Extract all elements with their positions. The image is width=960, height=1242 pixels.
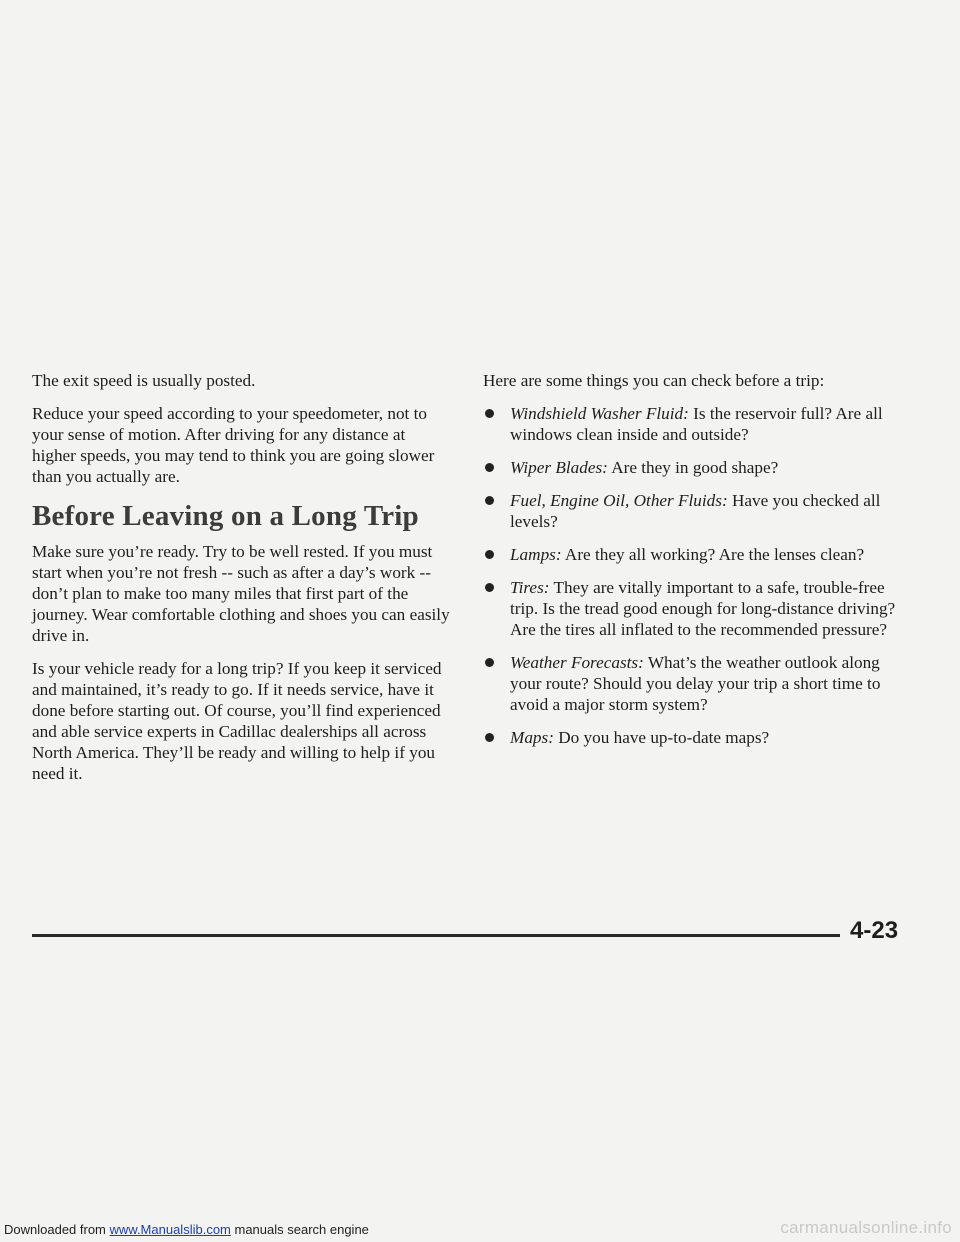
manualslib-link[interactable]: www.Manualslib.com [109, 1222, 231, 1237]
download-footer [4, 1222, 369, 1237]
bullet-icon [485, 550, 494, 559]
checklist-item-fluids [483, 490, 913, 532]
be-ready-paragraph: Make sure you’re ready. Try to be well rested. If you must start when you’re not fresh -- such as after a day’s work -- don’t plan to make too many miles that first part of the journey. Wear comfortable clothing and shoes you can easily drive in. [32, 542, 450, 645]
section-heading: Before Leaving on a Long Trip [32, 500, 419, 532]
item-text: Are they in good shape? [607, 458, 779, 477]
item-term: Tires: [510, 578, 550, 597]
page-divider [32, 934, 840, 937]
checklist [483, 403, 913, 748]
item-text: Do you have up-to-date maps? [553, 728, 770, 747]
footer-suffix: manuals search engine [230, 1222, 369, 1237]
checklist-item-weather [483, 652, 913, 715]
checklist-item-washer-fluid [483, 403, 913, 445]
exit-speed-paragraph: The exit speed is usually posted. [32, 371, 256, 390]
right-column [483, 370, 913, 760]
bullet-icon [485, 463, 494, 472]
checklist-item-wiper-blades [483, 457, 913, 478]
item-term: Fuel, Engine Oil, Other Fluids: [510, 491, 728, 510]
checklist-intro: Here are some things you can check before a trip: [483, 371, 825, 390]
checklist-item-tires [483, 577, 913, 640]
item-text: Have you checked all levels? [510, 491, 881, 531]
bullet-icon [485, 658, 494, 667]
checklist-item-lamps [483, 544, 913, 565]
item-term: Wiper Blades: [510, 458, 608, 477]
item-term: Maps: [510, 728, 554, 747]
vehicle-ready-paragraph: Is your vehicle ready for a long trip? If you keep it serviced and maintained, it’s ready to go. If it needs service, have it done before starting out. Of course, you’ll find experienced and able service experts in Cadillac dealerships all across North America. They’ll be ready and willing to help if you need it. [32, 659, 442, 783]
checklist-item-maps [483, 727, 913, 748]
footer-prefix: Downloaded from [4, 1222, 110, 1237]
bullet-icon [485, 583, 494, 592]
bullet-icon [485, 496, 494, 505]
bullet-icon [485, 409, 494, 418]
page-number: 4-23 [850, 917, 899, 944]
item-text: They are vitally important to a safe, trouble-free trip. Is the tread good enough for long-distance driving? Are the tires all inflated to the recommended pressure? [510, 578, 896, 639]
item-text: Is the reservoir full? Are all windows clean inside and outside? [510, 404, 883, 444]
item-text: Are they all working? Are the lenses clean? [561, 545, 865, 564]
item-term: Lamps: [510, 545, 562, 564]
item-term: Windshield Washer Fluid: [510, 404, 689, 423]
item-text: What’s the weather outlook along your route? Should you delay your trip a short time to avoid a major storm system? [510, 653, 881, 714]
left-column [32, 370, 452, 796]
item-term: Weather Forecasts: [510, 653, 644, 672]
watermark: carmanualsonline.info [780, 1218, 952, 1237]
reduce-speed-paragraph: Reduce your speed according to your speedometer, not to your sense of motion. After driving for any distance at higher speeds, you may tend to think you are going slower than you actually are. [32, 404, 435, 486]
bullet-icon [485, 733, 494, 742]
